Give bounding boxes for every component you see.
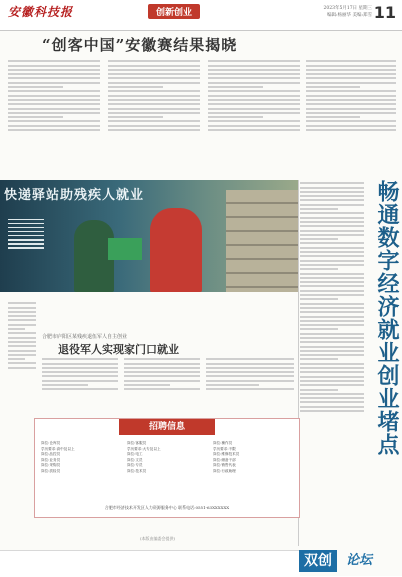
- text-line: [300, 204, 364, 206]
- text-line: [108, 112, 200, 114]
- caption-line: [8, 247, 44, 249]
- text-line: [8, 125, 100, 127]
- text-line: [108, 73, 200, 75]
- text-line: [300, 320, 364, 322]
- text-line: [8, 112, 100, 114]
- footer-tab-luntan: 论坛: [345, 553, 372, 568]
- text-line: [306, 103, 396, 105]
- text-line: [300, 191, 364, 193]
- story-kicker: 合肥市庐阳区某残疾退伍军人自主创业: [42, 334, 128, 340]
- text-line: [208, 65, 300, 67]
- text-line: [300, 273, 364, 275]
- text-line: [8, 315, 36, 317]
- recruit-item: 岗位:行政助理: [213, 468, 236, 473]
- text-line: [300, 230, 364, 232]
- text-line: [208, 77, 300, 79]
- text-line: [108, 65, 200, 67]
- caption-line: [8, 219, 44, 221]
- recruit-item: 学历要求:高中及以上: [41, 446, 75, 451]
- text-line: [300, 406, 364, 408]
- text-line: [300, 350, 364, 352]
- text-line: [8, 86, 63, 88]
- photo-title: 快递驿站助残疾人就业: [4, 188, 145, 203]
- text-line: [42, 358, 118, 360]
- story-column-1: [42, 356, 118, 414]
- text-line: [8, 354, 36, 356]
- text-line: [124, 371, 200, 373]
- text-line: [300, 268, 338, 270]
- caption-line: [8, 239, 44, 241]
- text-line: [208, 90, 300, 92]
- text-line: [206, 375, 294, 377]
- text-line: [300, 260, 364, 262]
- text-line: [108, 129, 200, 131]
- text-line: [306, 116, 360, 118]
- caption-line: [8, 235, 44, 237]
- text-line: [42, 363, 118, 365]
- text-line: [300, 393, 364, 395]
- text-line: [8, 332, 36, 334]
- text-line: [208, 116, 263, 118]
- section-label: 创新创业: [148, 4, 200, 19]
- text-line: [300, 221, 364, 223]
- text-line: [306, 82, 396, 84]
- text-line: [8, 337, 36, 339]
- recruit-item: 岗位:销售代表: [213, 463, 236, 468]
- text-line: [8, 307, 36, 309]
- text-line: [208, 112, 300, 114]
- text-line: [300, 363, 364, 365]
- text-line: [300, 341, 364, 343]
- recruit-item: 岗位:电工: [127, 452, 143, 457]
- masthead: [0, 0, 402, 31]
- text-line: [8, 65, 100, 67]
- text-line: [300, 238, 338, 240]
- photo-shelf: [226, 190, 298, 292]
- text-line: [300, 410, 364, 412]
- text-line: [306, 90, 396, 92]
- text-line: [8, 90, 100, 92]
- text-line: [300, 264, 364, 266]
- date-line: 2023年5月17日 星期三: [323, 6, 372, 11]
- text-line: [300, 285, 364, 287]
- text-line: [306, 125, 396, 127]
- text-line: [306, 120, 396, 122]
- text-line: [300, 217, 364, 219]
- text-line: [306, 129, 396, 131]
- text-line: [8, 73, 100, 75]
- caption-line: [8, 231, 44, 233]
- text-line: [306, 69, 396, 71]
- text-line: [8, 319, 36, 321]
- text-line: [300, 242, 364, 244]
- text-line: [8, 82, 100, 84]
- text-line: [300, 401, 364, 403]
- text-line: [8, 311, 36, 313]
- text-line: [108, 120, 200, 122]
- caption-line: [8, 227, 44, 229]
- text-line: [300, 281, 364, 283]
- text-line: [300, 316, 364, 318]
- text-line: [300, 182, 364, 184]
- text-line: [208, 125, 300, 127]
- text-line: [8, 358, 25, 360]
- text-line: [8, 345, 36, 347]
- text-line: [208, 103, 300, 105]
- text-line: [306, 108, 396, 110]
- photo-caption: [8, 216, 44, 251]
- text-line: [208, 60, 300, 62]
- recruitment-title-text: 招聘信息: [148, 422, 185, 432]
- text-line: [208, 108, 300, 110]
- text-line: [108, 125, 200, 127]
- vertical-headline: 畅通数字经济就业创业堵点: [374, 180, 400, 456]
- text-line: [300, 290, 364, 292]
- footer-left: [0, 550, 300, 577]
- recruit-item: 岗位:专员: [127, 463, 143, 468]
- text-line: [300, 376, 364, 378]
- text-line: [8, 362, 36, 364]
- text-line: [8, 108, 100, 110]
- text-line: [8, 350, 36, 352]
- text-line: [300, 397, 364, 399]
- caption-line: [8, 243, 44, 245]
- article-column-2: [108, 58, 200, 174]
- text-line: [306, 86, 360, 88]
- recruitment-footer: 合肥市经济技术开发区人力资源服务中心 联系电话:0551-63XXXXXX: [104, 505, 230, 510]
- text-line: [300, 187, 364, 189]
- text-line: [300, 371, 364, 373]
- text-line: [300, 195, 364, 197]
- text-line: [124, 388, 200, 390]
- recruitment-box: [34, 418, 300, 518]
- text-line: [8, 95, 100, 97]
- recruit-item: 学历要求:不限: [213, 446, 236, 451]
- text-line: [108, 103, 200, 105]
- recruit-item: 岗位:业务员: [41, 457, 61, 462]
- story-headline: 退役军人实现家门口就业: [58, 343, 179, 356]
- photo-person-right: [150, 208, 202, 292]
- text-line: [300, 367, 364, 369]
- text-line: [300, 380, 364, 382]
- text-line: [8, 60, 100, 62]
- recruit-item: 岗位:文员: [127, 457, 143, 462]
- text-line: [42, 367, 118, 369]
- newspaper-logo: 安徽科技报: [8, 5, 74, 19]
- text-line: [8, 99, 100, 101]
- text-line: [300, 212, 364, 214]
- text-line: [300, 337, 364, 339]
- text-line: [306, 60, 396, 62]
- text-line: [124, 380, 200, 382]
- text-line: [42, 388, 118, 390]
- recruit-item: 岗位:客服员: [127, 441, 147, 445]
- text-line: [208, 82, 300, 84]
- text-line: [306, 73, 396, 75]
- text-line: [108, 86, 163, 88]
- text-line: [300, 311, 364, 313]
- text-line: [8, 324, 36, 326]
- text-line: [208, 86, 263, 88]
- text-line: [300, 255, 364, 257]
- text-line: [8, 328, 25, 330]
- editor-line: 编辑:杨丽华 美编:郑雪: [327, 13, 372, 18]
- text-line: [300, 294, 364, 296]
- text-line: [206, 367, 294, 369]
- text-line: [208, 99, 300, 101]
- text-line: [8, 129, 100, 131]
- text-line: [208, 95, 300, 97]
- text-line: [208, 69, 300, 71]
- main-headline: “创客中国”安徽赛结果揭晓: [42, 36, 238, 54]
- text-line: [206, 380, 294, 382]
- text-line: [108, 82, 200, 84]
- text-line: [300, 303, 364, 305]
- text-line: [206, 363, 294, 365]
- text-line: [300, 389, 338, 391]
- text-line: [108, 99, 200, 101]
- text-line: [208, 129, 300, 131]
- text-line: [8, 367, 36, 369]
- text-line: [108, 108, 200, 110]
- text-line: [300, 328, 338, 330]
- text-line: [42, 380, 118, 382]
- text-line: [124, 375, 200, 377]
- text-line: [8, 116, 63, 118]
- text-line: [8, 77, 100, 79]
- article-column-3: [208, 58, 300, 174]
- recruit-item: 岗位:技术员: [127, 468, 147, 473]
- photo-parcel: [108, 238, 142, 260]
- story-sidebar-text: [8, 300, 36, 410]
- text-line: [306, 112, 396, 114]
- text-line: [108, 77, 200, 79]
- text-line: [108, 95, 200, 97]
- text-line: [8, 69, 100, 71]
- text-line: [42, 375, 118, 377]
- text-line: [108, 69, 200, 71]
- recruit-item: 学历要求:大专及以上: [127, 446, 161, 451]
- text-line: [300, 354, 364, 356]
- text-line: [206, 388, 294, 390]
- article-column-1: [8, 58, 100, 174]
- text-line: [300, 333, 364, 335]
- text-line: [8, 302, 36, 304]
- text-line: [300, 324, 364, 326]
- story-column-3: [206, 356, 294, 414]
- article-column-4: [306, 58, 396, 174]
- recruitment-list: [41, 441, 293, 475]
- text-line: [206, 358, 294, 360]
- text-line: [300, 346, 364, 348]
- text-line: [306, 65, 396, 67]
- text-line: [306, 95, 396, 97]
- recruit-item: 岗位:操作员: [213, 441, 233, 445]
- text-line: [208, 120, 300, 122]
- recruit-item: 岗位:仓库员: [41, 441, 61, 445]
- text-line: [8, 120, 100, 122]
- text-line: [300, 225, 364, 227]
- recruit-item: 岗位:采购员: [41, 463, 61, 468]
- text-line: [300, 307, 364, 309]
- text-line: [124, 358, 200, 360]
- recruit-item: 岗位:品控员: [41, 452, 61, 457]
- text-line: [306, 99, 396, 101]
- recruit-item: 岗位:维修技术员: [213, 452, 240, 457]
- footer-tab-shuangchuang: 双创: [299, 550, 337, 572]
- text-line: [206, 371, 294, 373]
- text-line: [300, 247, 364, 249]
- recruit-item: 岗位:质检员: [41, 468, 61, 473]
- recruitment-title: [119, 419, 215, 435]
- commentary-column: [300, 180, 364, 540]
- news-photo: [0, 180, 298, 292]
- text-line: [108, 116, 163, 118]
- text-line: [8, 103, 100, 105]
- footer-strip: [0, 550, 402, 576]
- footer-note: (本版由编委会提供): [140, 536, 176, 541]
- text-line: [300, 358, 338, 360]
- text-line: [300, 298, 338, 300]
- text-line: [124, 384, 170, 386]
- text-line: [42, 371, 118, 373]
- text-line: [42, 384, 88, 386]
- text-line: [206, 384, 259, 386]
- text-line: [300, 384, 364, 386]
- text-line: [124, 363, 200, 365]
- text-line: [300, 208, 338, 210]
- recruit-item: 岗位:储备干部: [213, 457, 236, 462]
- caption-line: [8, 223, 44, 225]
- text-line: [300, 277, 364, 279]
- text-line: [300, 199, 364, 201]
- text-line: [108, 60, 200, 62]
- text-line: [208, 73, 300, 75]
- page-number: 11: [373, 3, 396, 22]
- date-info: [324, 5, 372, 19]
- text-line: [124, 367, 200, 369]
- story-column-2: [124, 356, 200, 414]
- text-line: [108, 90, 200, 92]
- text-line: [306, 77, 396, 79]
- text-line: [300, 234, 364, 236]
- text-line: [300, 251, 364, 253]
- text-line: [8, 341, 36, 343]
